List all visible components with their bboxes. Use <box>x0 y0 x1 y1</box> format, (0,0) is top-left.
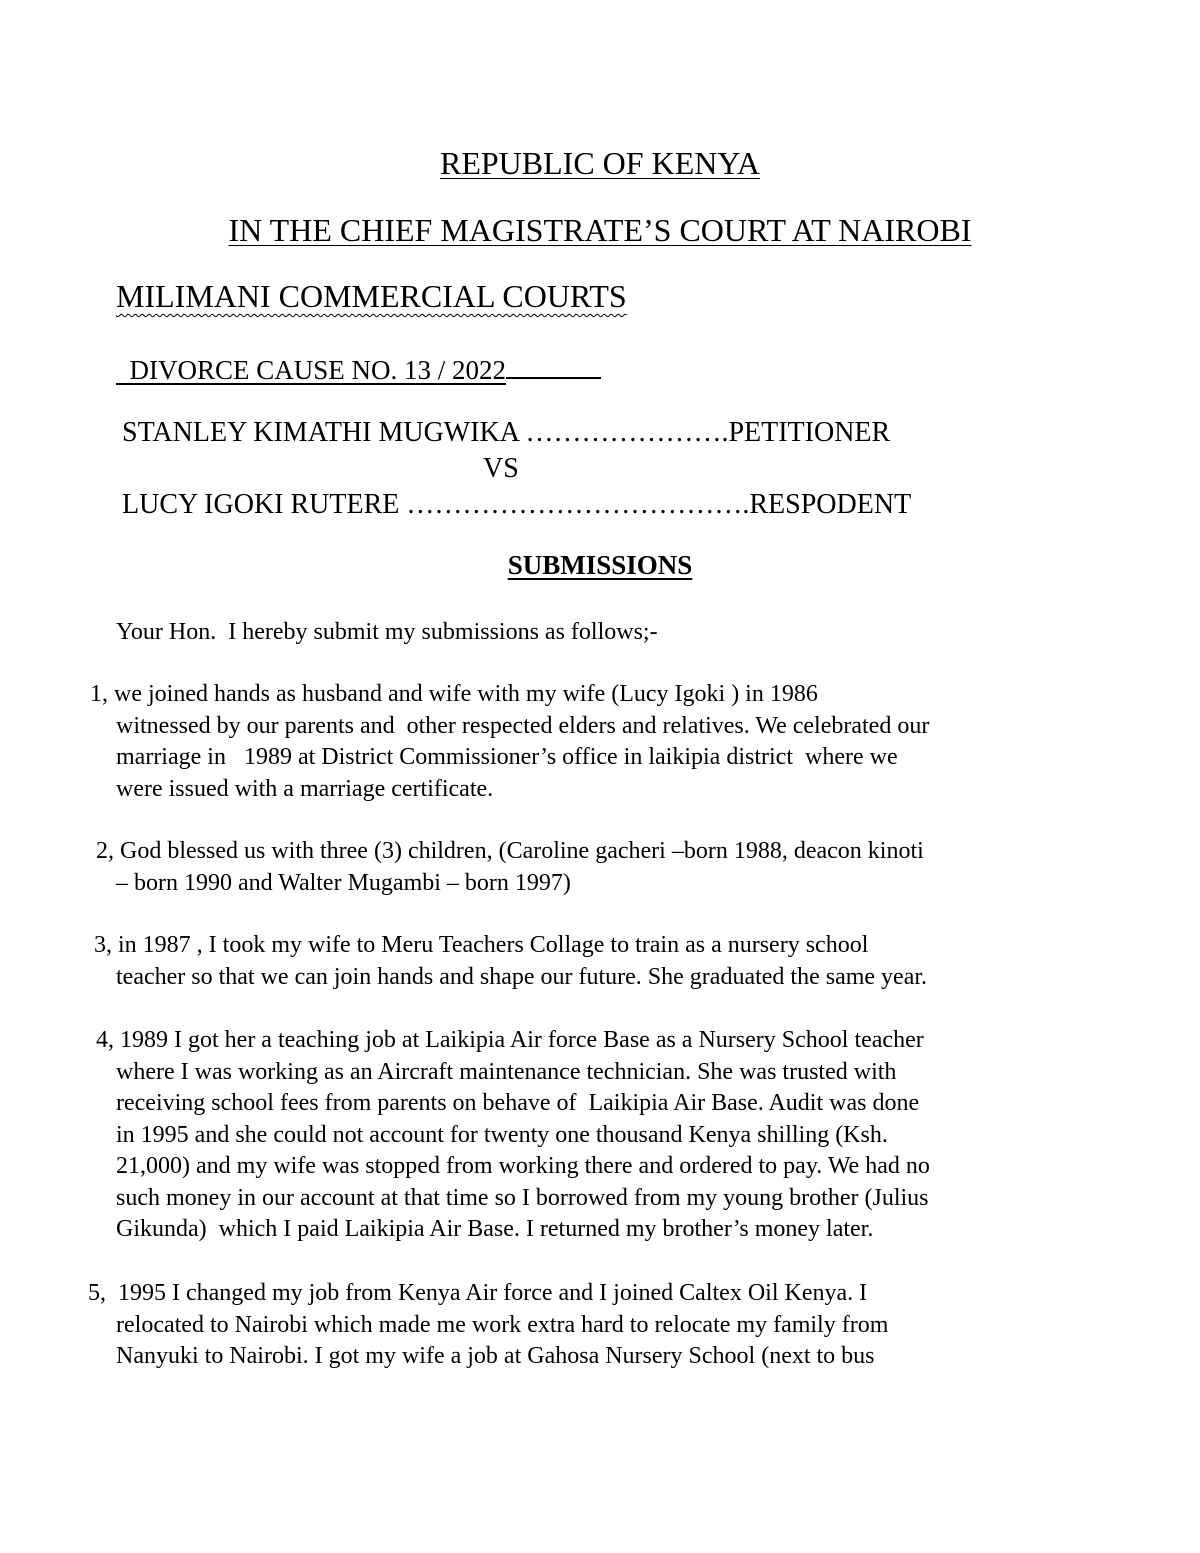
paragraph-line: marriage in 1989 at District Commissioner’s office in laikipia district where we <box>116 744 898 770</box>
paragraph-line: 2, God blessed us with three (3) children, (Caroline gacheri –born 1988, deacon kinoti <box>96 838 924 864</box>
paragraph-line: Nanyuki to Nairobi. I got my wife a job at Gahosa Nursery School (next to bus <box>116 1343 875 1369</box>
paragraph-line: relocated to Nairobi which made me work extra hard to relocate my family from <box>116 1311 889 1338</box>
paragraph-line: were issued with a marriage certificate. <box>116 775 494 802</box>
commercial-courts-text: MILIMANI COMMERCIAL COURTS <box>116 278 627 314</box>
respondent-line: LUCY IGOKI RUTERE ……………………………….RESPODENT <box>122 489 912 520</box>
paragraph-line: such money in our account at that time so I borrowed from my young brother (Julius <box>116 1184 929 1211</box>
versus-label: VS <box>483 453 519 484</box>
paragraph-line: 3, in 1987 , I took my wife to Meru Teachers Collage to train as a nursery school <box>94 932 869 958</box>
petitioner-line: STANLEY KIMATHI MUGWIKA ………………….PETITIONER <box>122 417 891 448</box>
paragraph-line: receiving school fees from parents on behave of Laikipia Air Base. Audit was done <box>116 1090 920 1116</box>
paragraph-line: 5, 1995 I changed my job from Kenya Air force and I joined Caltex Oil Kenya. I <box>88 1280 868 1306</box>
header-court: IN THE CHIEF MAGISTRATE’S COURT AT NAIROBI <box>228 212 972 248</box>
paragraph-line: in 1995 and she could not account for twenty one thousand Kenya shilling (Ksh. <box>116 1121 888 1148</box>
paragraph-line: teacher so that we can join hands and shape our future. She graduated the same year. <box>116 963 928 990</box>
paragraph-line: where I was working as an Aircraft maintenance technician. She was trusted with <box>116 1058 897 1085</box>
paragraph-line: witnessed by our parents and other respected elders and relatives. We celebrated our <box>116 712 930 739</box>
cause-number <box>116 354 601 386</box>
paragraph-line: 21,000) and my wife was stopped from working there and ordered to pay. We had no <box>116 1153 930 1179</box>
paragraph-1 <box>90 679 930 805</box>
paragraph-line: 1, we joined hands as husband and wife with my wife (Lucy Igoki ) in 1986 <box>90 681 818 707</box>
header-republic: REPUBLIC OF KENYA <box>439 145 761 181</box>
header-commercial-courts <box>116 277 627 315</box>
paragraph-line: 4, 1989 I got her a teaching job at Laikipia Air force Base as a Nursery School teacher <box>96 1027 924 1053</box>
cause-underline <box>506 376 601 379</box>
paragraph-line: Gikunda) which I paid Laikipia Air Base. I returned my brother’s money later. <box>116 1216 874 1242</box>
paragraph-line: – born 1990 and Walter Mugambi – born 1997) <box>116 869 571 896</box>
paragraph-4 <box>96 1025 944 1246</box>
paragraph-2 <box>96 836 944 899</box>
paragraph-5 <box>88 1278 895 1373</box>
intro-text: Your Hon. I hereby submit my submissions as follows;- <box>116 619 658 645</box>
submissions-title-wrap <box>0 549 1200 582</box>
cause-number-text <box>116 355 506 385</box>
paragraph-3 <box>94 930 928 993</box>
cause-number-value: DIVORCE CAUSE NO. 13 / 2022 <box>129 355 507 385</box>
submissions-title: SUBMISSIONS <box>507 550 693 580</box>
